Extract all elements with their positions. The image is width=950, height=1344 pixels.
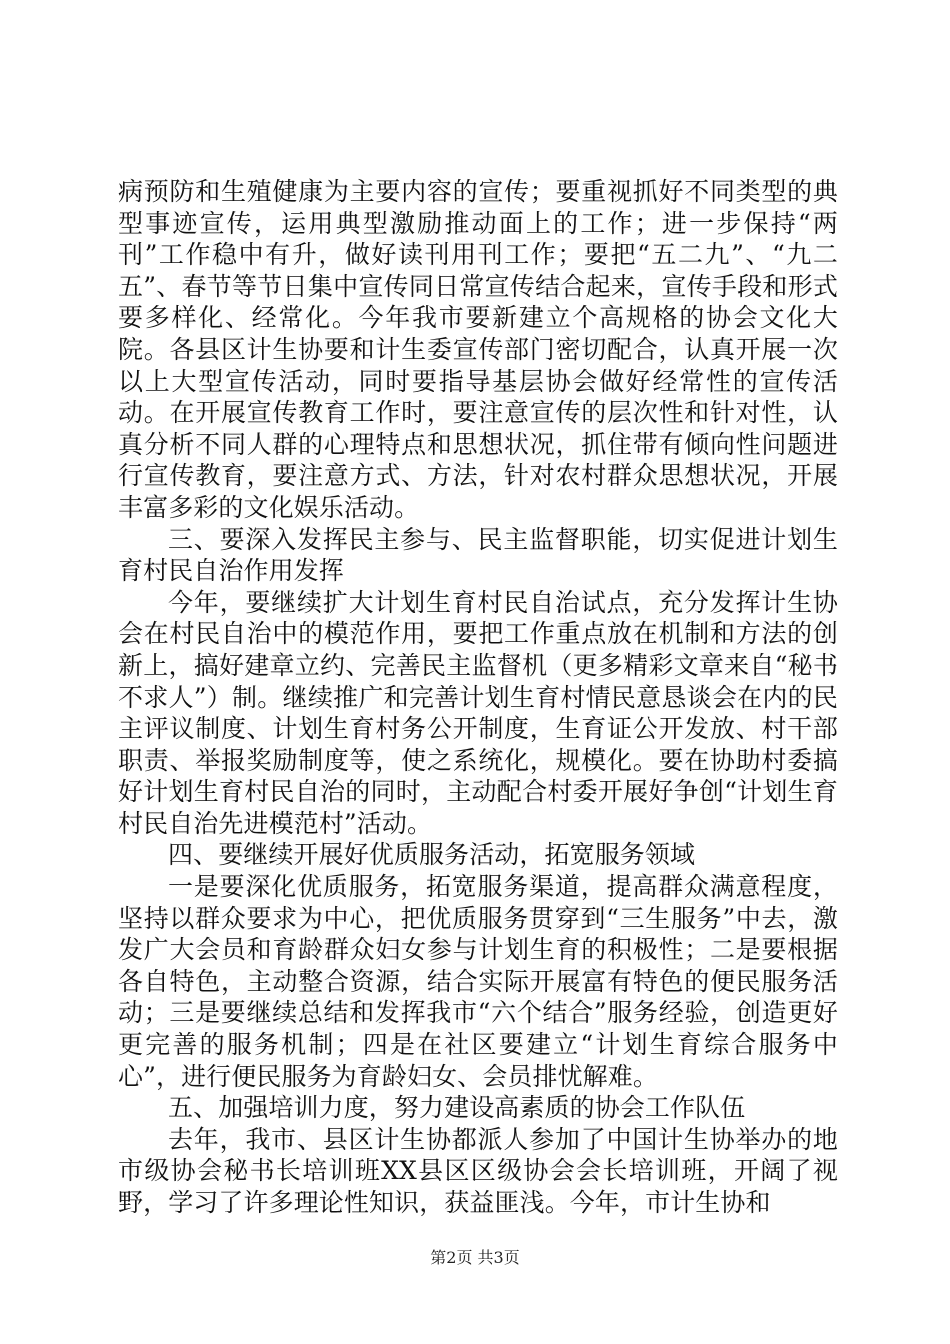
paragraph-section-4: 一是要深化优质服务，拓宽服务渠道，提高群众满意程度，坚持以群众要求为中心，把优质服务贯穿到“三生服务”中去，激发广大会员和育龄群众妇女参与计划生育的积极性；二是要根据各自特色，主动整合资源，结合实际开展富有特色的便民服务活动；三是要继续总结和发挥我市“六个结合”服务经验，创造更好更完善的服务机制；四是在社区要建立“计划生育综合服务中心”，进行便民服务为育龄妇女、会员排忧解难。 [118,872,838,1091]
paragraph-continuation: 病预防和生殖健康为主要内容的宣传；要重视抓好不同类型的典型事迹宣传，运用典型激励推动面上的工作；进一步保持“两刊”工作稳中有升，做好读刊用刊工作；要把“五二九”、“九二五”、春节等节日集中宣传同日常宣传结合起来，宣传手段和形式要多样化、经常化。今年我市要新建立个高规格的协会文化大院。各县区计生协要和计生委宣传部门密切配合，认真开展一次以上大型宣传活动，同时要指导基层协会做好经常性的宣传活动。在开展宣传教育工作时，要注意宣传的层次性和针对性，认真分析不同人群的心理特点和思想状况，抓住带有倾向性问题进行宣传教育，要注意方式、方法，针对农村群众思想状况，开展丰富多彩的文化娱乐活动。 [118,177,838,522]
section-heading-4: 四、要继续开展好优质服务活动，拓宽服务领域 [168,840,696,870]
document-body [118,176,838,1219]
paragraph-section-5: 去年，我市、县区计生协都派人参加了中国计生协举办的地市级协会秘书长培训班XX县区区级协会会长培训班，开阔了视野，学习了许多理论性知识，获益匪浅。今年，市计生协和 [118,1124,838,1217]
section-heading-3: 三、要深入发挥民主参与、民主监督职能，切实促进计划生育村民自治作用发挥 [118,524,838,586]
section-heading-5: 五、加强培训力度，努力建设高素质的协会工作队伍 [168,1093,746,1123]
paragraph-section-3: 今年，要继续扩大计划生育村民自治试点，充分发挥计生协会在村民自治中的模范作用，要把工作重点放在机制和方法的创新上，搞好建章立约、完善民主监督机（更多精彩文章来自“秘书不求人”）制。继续推广和完善计划生育村情民意恳谈会在内的民主评议制度、计划生育村务公开制度，生育证公开发放、村干部职责、举报奖励制度等，使之系统化，规模化。要在协助村委搞好计划生育村民自治的同时，主动配合村委开展好争创“计划生育村民自治先进模范村”活动。 [118,587,838,838]
page-number-footer: 第2页 共3页 [430,1248,520,1267]
